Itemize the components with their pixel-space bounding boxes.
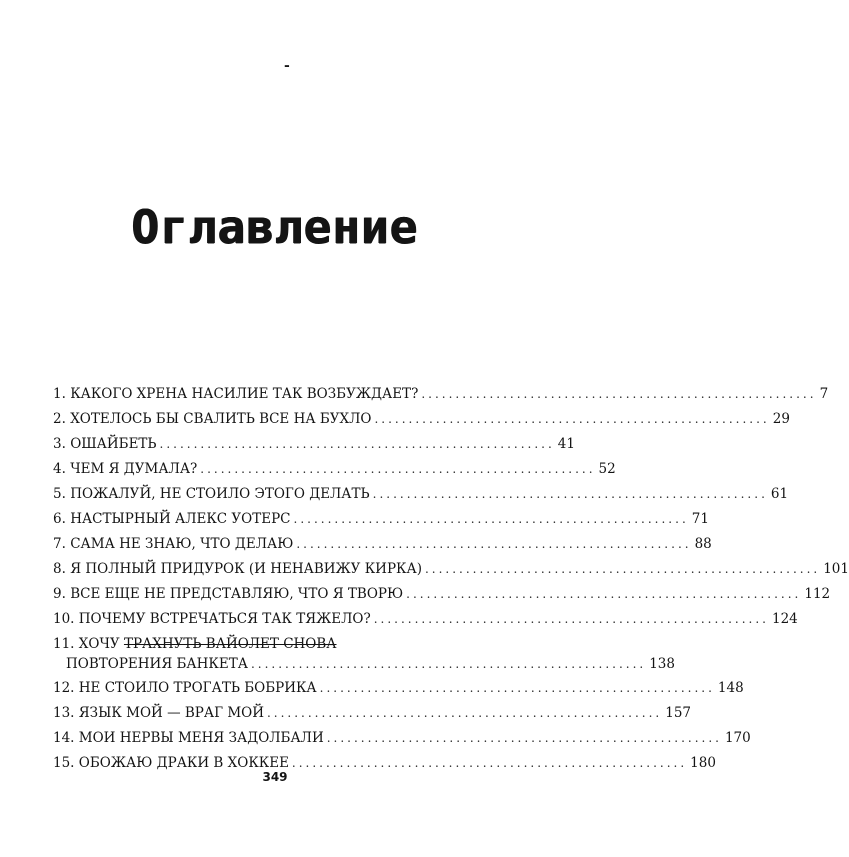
dot-leader: .......................................................... (406, 587, 802, 601)
entry-number: 11. (53, 636, 75, 652)
toc-entry[interactable] (53, 532, 712, 557)
toc-entry[interactable] (53, 582, 831, 607)
toc-entry[interactable] (53, 457, 616, 482)
entry-title: ПОЧЕМУ ВСТРЕЧАТЬСЯ ТАК ТЯЖЕЛО? (78, 611, 371, 627)
dot-leader: .......................................................... (319, 681, 715, 695)
entry-title: ХОТЕЛОСЬ БЫ СВАЛИТЬ ВСЕ НА БУХЛО (70, 411, 372, 427)
entry-title: ОБОЖАЮ ДРАКИ В ХОККЕЕ (78, 755, 289, 771)
dot-leader: .......................................................... (200, 462, 596, 476)
entry-title: НАСТЫРНЫЙ АЛЕКС УОТЕРС (70, 511, 291, 527)
toc-entry[interactable] (53, 557, 849, 582)
dot-leader: .......................................................... (159, 437, 555, 451)
entry-title: ПОЖАЛУЙ, НЕ СТОИЛО ЭТОГО ДЕЛАТЬ (70, 486, 370, 502)
entry-title: ЯЗЫК МОЙ — ВРАГ МОЙ (78, 705, 264, 721)
entry-number: 1. (53, 386, 66, 402)
entry-title-continued: ПОВТОРЕНИЯ БАНКЕТА (66, 656, 248, 672)
entry-number: 5. (53, 486, 66, 502)
entry-number: 2. (53, 411, 66, 427)
dot-leader: .......................................................... (266, 706, 663, 720)
page-number: 349 (262, 770, 288, 784)
entry-number: 6. (53, 511, 66, 527)
dot-leader: .......................................................... (372, 487, 768, 501)
dot-leader: .......................................................... (421, 387, 817, 401)
entry-title: НЕ СТОИЛО ТРОГАТЬ БОБРИКА (78, 680, 317, 696)
entry-title: ОШАЙБЕТЬ (70, 436, 157, 452)
toc-entry[interactable] (53, 607, 798, 632)
entry-page: 52 (598, 461, 616, 477)
entry-number: 8. (53, 561, 66, 577)
entry-number: 12. (53, 680, 75, 696)
struck-title: ТРАХНУТЬ ВАЙОЛЕТ СНОВА (123, 636, 337, 652)
toc-entry[interactable] (53, 407, 790, 432)
entry-page: 101 (823, 561, 849, 577)
entry-number: 4. (53, 461, 66, 477)
entry-number: 3. (53, 436, 66, 452)
dot-leader: .......................................................... (424, 562, 821, 576)
entry-number: 7. (53, 536, 66, 552)
entry-page: 29 (772, 411, 790, 427)
entry-page: 71 (691, 511, 709, 527)
entry-number: 15. (53, 755, 75, 771)
toc-entry[interactable] (53, 726, 751, 751)
entry-title: МОИ НЕРВЫ МЕНЯ ЗАДОЛБАЛИ (78, 730, 324, 746)
entry-page: 148 (717, 680, 744, 696)
entry-number: 9. (53, 586, 66, 602)
entry-page: 180 (690, 755, 716, 771)
dot-leader: .......................................................... (374, 412, 770, 426)
top-mark: - (284, 58, 290, 74)
toc-entry[interactable] (53, 632, 675, 676)
entry-page: 138 (649, 656, 675, 672)
entry-title: ЧЕМ Я ДУМАЛА? (70, 461, 198, 477)
dot-leader: .......................................................... (293, 512, 689, 526)
entry-page: 7 (819, 386, 829, 402)
entry-page: 112 (804, 586, 831, 602)
entry-title: КАКОГО ХРЕНА НАСИЛИЕ ТАК ВОЗБУЖДАЕТ? (70, 386, 419, 402)
page-title: Оглавление (131, 200, 419, 254)
entry-page: 124 (771, 611, 798, 627)
table-of-contents (53, 382, 849, 776)
toc-entry[interactable] (53, 482, 789, 507)
entry-page: 170 (724, 730, 751, 746)
dot-leader: .......................................................... (296, 537, 692, 551)
entry-page: 88 (694, 536, 712, 552)
entry-title: САМА НЕ ЗНАЮ, ЧТО ДЕЛАЮ (70, 536, 294, 552)
toc-entry[interactable] (53, 507, 709, 532)
entry-title: Я ПОЛНЫЙ ПРИДУРОК (И НЕНАВИЖУ КИРКА) (70, 561, 422, 577)
toc-entry[interactable] (53, 382, 829, 407)
dot-leader: .......................................................... (250, 657, 647, 671)
dot-leader: .......................................................... (326, 731, 722, 745)
toc-entry[interactable] (53, 432, 575, 457)
dot-leader: .......................................................... (291, 756, 688, 770)
dot-leader: .......................................................... (373, 612, 769, 626)
entry-page: 61 (770, 486, 789, 502)
toc-entry[interactable] (53, 676, 744, 701)
entry-number: 10. (53, 611, 75, 627)
entry-number: 13. (53, 705, 75, 721)
entry-number: 14. (53, 730, 75, 746)
toc-entry[interactable] (53, 701, 692, 726)
entry-page: 41 (557, 436, 575, 452)
entry-title: ХОЧУ (78, 636, 120, 652)
entry-title: ВСЕ ЕЩЕ НЕ ПРЕДСТАВЛЯЮ, ЧТО Я ТВОРЮ (70, 586, 404, 602)
entry-page: 157 (665, 705, 692, 721)
